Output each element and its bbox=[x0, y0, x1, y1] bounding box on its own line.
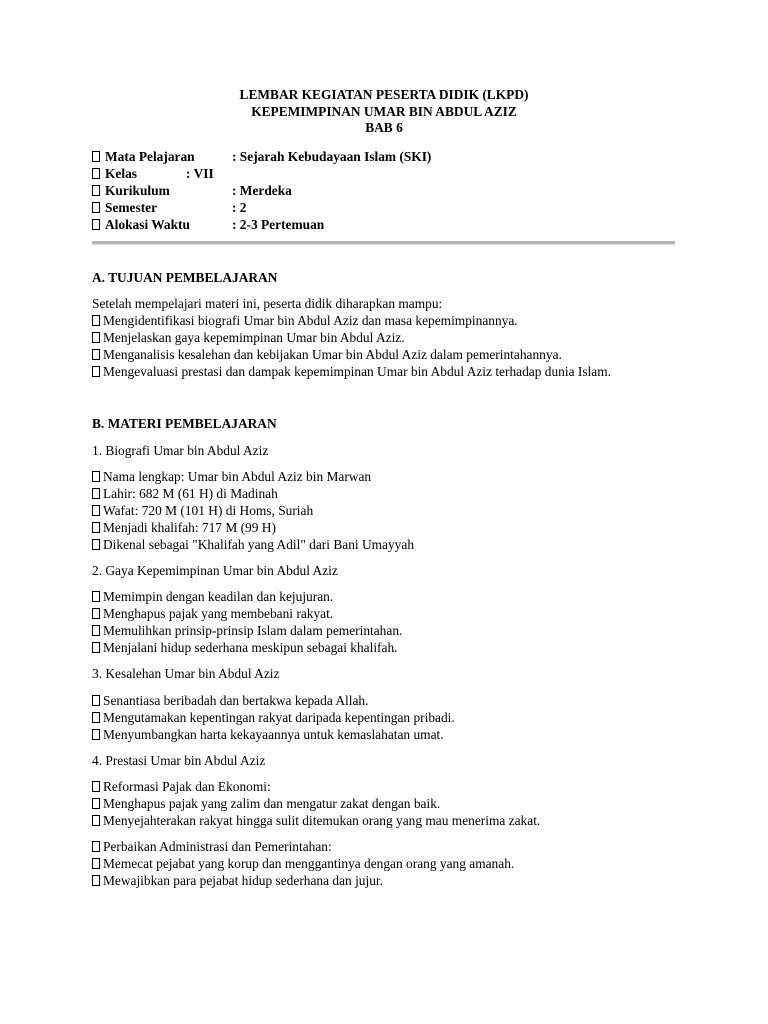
checkbox-glyph-icon bbox=[92, 522, 100, 533]
checkbox-glyph-icon bbox=[92, 798, 100, 809]
list-item: Perbaikan Administrasi dan Pemerintahan: bbox=[92, 838, 514, 855]
meta-info bbox=[92, 148, 432, 233]
checkbox-glyph-icon bbox=[92, 539, 100, 550]
list-item: Menyumbangkan harta kekayaannya untuk kemaslahatan umat. bbox=[92, 726, 455, 743]
checkbox-glyph-icon bbox=[92, 608, 100, 619]
section-a-list bbox=[92, 312, 611, 380]
list-item: Menjalani hidup sederhana meskipun sebagai khalifah. bbox=[92, 639, 402, 656]
list-item: Memimpin dengan keadilan dan kejujuran. bbox=[92, 588, 402, 605]
list-item: Mewajibkan para pejabat hidup sederhana dan jujur. bbox=[92, 872, 514, 889]
meta-label: Alokasi Waktu bbox=[105, 217, 190, 232]
list-item: Memulihkan prinsip-prinsip Islam dalam pemerintahan. bbox=[92, 622, 402, 639]
list-item: Senantiasa beribadah dan bertakwa kepada Allah. bbox=[92, 692, 455, 709]
subsection-3-title: 3. Kesalehan Umar bin Abdul Aziz bbox=[92, 666, 280, 681]
list-item: Wafat: 720 M (101 H) di Homs, Suriah bbox=[92, 502, 414, 519]
list-item: Menyejahterakan rakyat hingga sulit ditemukan orang yang mau menerima zakat. bbox=[92, 812, 540, 829]
list-item: Menghapus pajak yang zalim dan mengatur zakat dengan baik. bbox=[92, 795, 540, 812]
list-item: Mengutamakan kepentingan rakyat daripada kepentingan pribadi. bbox=[92, 709, 455, 726]
checkbox-glyph-icon bbox=[92, 202, 100, 213]
checkbox-glyph-icon bbox=[92, 471, 100, 482]
meta-label: Semester bbox=[105, 200, 158, 215]
subsection-4-title: 4. Prestasi Umar bin Abdul Aziz bbox=[92, 753, 266, 768]
meta-value: : 2 bbox=[232, 200, 247, 215]
checkbox-glyph-icon bbox=[92, 841, 100, 852]
checkbox-glyph-icon bbox=[92, 151, 100, 162]
meta-value: : Merdeka bbox=[232, 183, 292, 198]
meta-row-curriculum bbox=[92, 182, 292, 199]
checkbox-glyph-icon bbox=[92, 591, 100, 602]
checkbox-glyph-icon bbox=[92, 366, 100, 377]
checkbox-glyph-icon bbox=[92, 712, 100, 723]
checkbox-glyph-icon bbox=[92, 168, 100, 179]
subsection-3-list bbox=[92, 692, 455, 743]
meta-value: : 2-3 Pertemuan bbox=[232, 217, 325, 232]
checkbox-glyph-icon bbox=[92, 332, 100, 343]
meta-row-subject bbox=[92, 148, 432, 165]
subsection-4-group-2 bbox=[92, 838, 514, 889]
checkbox-glyph-icon bbox=[92, 858, 100, 869]
section-a-intro: Setelah mempelajari materi ini, peserta didik diharapkan mampu: bbox=[92, 296, 443, 311]
subsection-2-list bbox=[92, 588, 402, 656]
title-line-1: LEMBAR KEGIATAN PESERTA DIDIK (LKPD) bbox=[239, 87, 529, 102]
subsection-1-list bbox=[92, 468, 414, 553]
checkbox-glyph-icon bbox=[92, 695, 100, 706]
title-line-2: KEPEMIMPINAN UMAR BIN ABDUL AZIZ bbox=[251, 103, 517, 119]
checkbox-glyph-icon bbox=[92, 219, 100, 230]
section-a-heading: A. TUJUAN PEMBELAJARAN bbox=[92, 270, 278, 285]
meta-value: : VII bbox=[186, 166, 214, 181]
checkbox-glyph-icon bbox=[92, 729, 100, 740]
subsection-4-group-1 bbox=[92, 778, 540, 829]
list-item: Menjelaskan gaya kepemimpinan Umar bin Abdul Aziz. bbox=[92, 329, 611, 346]
checkbox-glyph-icon bbox=[92, 505, 100, 516]
list-item: Reformasi Pajak dan Ekonomi: bbox=[92, 778, 540, 795]
checkbox-glyph-icon bbox=[92, 875, 100, 886]
meta-row-time bbox=[92, 216, 325, 233]
list-item: Menganalisis kesalehan dan kebijakan Umar bin Abdul Aziz dalam pemerintahannya. bbox=[92, 346, 611, 363]
list-item: Mengidentifikasi biografi Umar bin Abdul Aziz dan masa kepemimpinannya. bbox=[92, 312, 611, 329]
section-b-heading: B. MATERI PEMBELAJARAN bbox=[92, 416, 277, 431]
checkbox-glyph-icon bbox=[92, 815, 100, 826]
meta-row-semester bbox=[92, 199, 247, 216]
document-title bbox=[0, 87, 768, 137]
checkbox-glyph-icon bbox=[92, 781, 100, 792]
list-item: Nama lengkap: Umar bin Abdul Aziz bin Marwan bbox=[92, 468, 414, 485]
list-item: Memecat pejabat yang korup dan menggantinya dengan orang yang amanah. bbox=[92, 855, 514, 872]
meta-label: Kelas bbox=[105, 166, 137, 181]
list-item: Menjadi khalifah: 717 M (99 H) bbox=[92, 519, 414, 536]
horizontal-divider bbox=[92, 241, 675, 245]
checkbox-glyph-icon bbox=[92, 488, 100, 499]
meta-value: : Sejarah Kebudayaan Islam (SKI) bbox=[232, 149, 432, 164]
checkbox-glyph-icon bbox=[92, 185, 100, 196]
meta-label: Kurikulum bbox=[105, 183, 170, 198]
meta-label: Mata Pelajaran bbox=[105, 149, 195, 164]
checkbox-glyph-icon bbox=[92, 625, 100, 636]
list-item: Mengevaluasi prestasi dan dampak kepemimpinan Umar bin Abdul Aziz terhadap dunia Islam. bbox=[92, 363, 611, 380]
list-item: Dikenal sebagai "Khalifah yang Adil" dari Bani Umayyah bbox=[92, 536, 414, 553]
subsection-2-title: 2. Gaya Kepemimpinan Umar bin Abdul Aziz bbox=[92, 563, 338, 578]
subsection-1-title: 1. Biografi Umar bin Abdul Aziz bbox=[92, 443, 269, 458]
checkbox-glyph-icon bbox=[92, 315, 100, 326]
checkbox-glyph-icon bbox=[92, 349, 100, 360]
checkbox-glyph-icon bbox=[92, 642, 100, 653]
list-item: Lahir: 682 M (61 H) di Madinah bbox=[92, 485, 414, 502]
meta-row-class bbox=[92, 165, 214, 182]
title-line-3: BAB 6 bbox=[365, 120, 403, 135]
list-item: Menghapus pajak yang membebani rakyat. bbox=[92, 605, 402, 622]
